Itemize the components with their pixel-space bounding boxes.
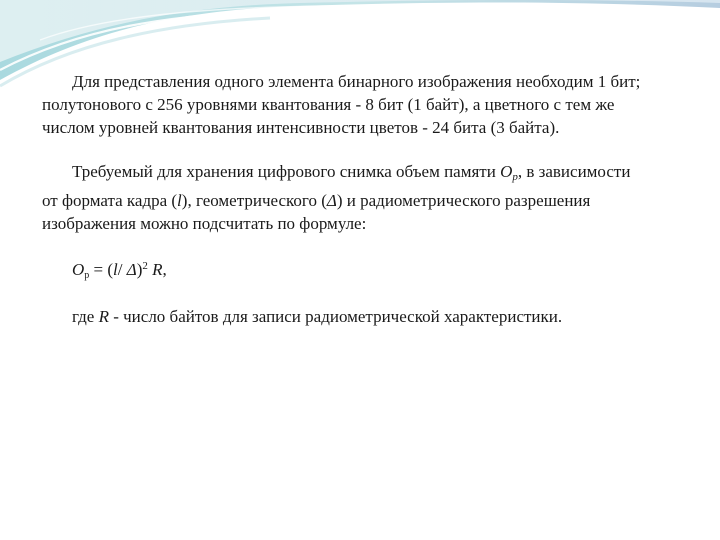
formula-subscript-p: p bbox=[84, 270, 90, 281]
note-suffix: - число байтов для записи радиометрической характеристики. bbox=[108, 307, 563, 326]
formula-close: ) bbox=[136, 260, 143, 279]
formula-eq: = ( bbox=[89, 260, 114, 279]
paragraph-bit-depth: Для представления одного элемента бинарного изображения необходим 1 бит; полутонового с 256 уровнями квантования - 8 бит (1 байт), а цветного с тем же числом уровней квантования интенсивности цветов - 24 бита (3 байта). bbox=[42, 72, 641, 137]
subscript-p: p bbox=[512, 171, 518, 183]
formula-delta: Δ bbox=[126, 260, 137, 279]
slide-body bbox=[42, 70, 642, 328]
variable-l: l bbox=[177, 191, 182, 210]
memory-formula bbox=[72, 255, 642, 287]
variable-delta: Δ bbox=[326, 191, 337, 210]
formula-comma: , bbox=[162, 260, 167, 279]
text-segment: ), геометрического ( bbox=[181, 191, 327, 210]
note-variable-R: R bbox=[98, 307, 109, 326]
formula-slash: / bbox=[117, 260, 127, 279]
paragraph-memory-volume bbox=[42, 160, 642, 235]
formula-explanation bbox=[72, 305, 642, 328]
text-segment: Требуемый для хранения цифрового снимка объем памяти bbox=[72, 162, 501, 181]
text-segment: , в зависимости от формата кадра ( bbox=[42, 162, 631, 210]
formula-O: O bbox=[72, 260, 85, 279]
formula-exponent: 2 bbox=[142, 260, 148, 272]
formula-R: R bbox=[152, 260, 163, 279]
text-segment: ) и радиометрического разрешения изображения можно подсчитать по формуле: bbox=[42, 191, 591, 233]
formula-l: l bbox=[113, 260, 118, 279]
variable-O: O bbox=[500, 162, 513, 181]
note-prefix: где bbox=[72, 307, 99, 326]
